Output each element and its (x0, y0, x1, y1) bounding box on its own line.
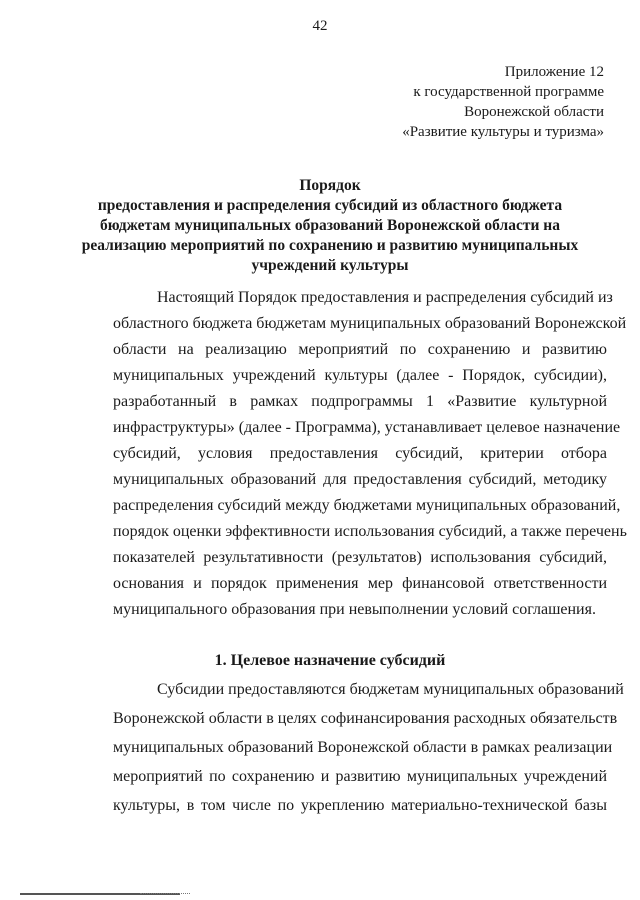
paragraph-line: субсидий, условия предоставления субсидий, критерии отбора (113, 445, 607, 462)
appendix-reference (402, 62, 604, 142)
paragraph-line: муниципальных образований Воронежской области в рамках реализации (113, 739, 613, 756)
paragraph-line: Воронежской области в целях софинансирования расходных обязательств (113, 710, 618, 727)
paragraph-line: мероприятий по сохранению и развитию муниципальных учреждений (113, 768, 607, 785)
title-line: реализацию мероприятий по сохранению и развитию муниципальных (81, 237, 579, 254)
title-line: предоставления и распределения субсидий из областного бюджета (97, 197, 563, 214)
appendix-line: к государственной программе (413, 84, 604, 100)
title-heading: Порядок (299, 177, 361, 194)
paragraph-line: показателей результативности (результатов) использования субсидий, (113, 549, 607, 566)
paragraph-line: основания и порядок применения мер финансовой ответственности (113, 575, 607, 592)
paragraph-line: разработанный в рамках подпрограммы 1 «Развитие культурной (113, 393, 607, 410)
appendix-line: Воронежской области (464, 104, 604, 120)
paragraph-line: муниципального образования при невыполнении условий соглашения. (113, 601, 596, 618)
footer-dotted-line (140, 893, 190, 894)
paragraph-line: инфраструктуры» (далее - Программа), устанавливает целевое назначение (113, 419, 621, 436)
title-line: учреждений культуры (251, 257, 409, 274)
paragraph-line: Субсидии предоставляются бюджетам муниципальных образований (157, 681, 624, 698)
paragraph-line: области на реализацию мероприятий по сохранению и развитию (113, 341, 607, 358)
paragraph-line: Настоящий Порядок предоставления и распределения субсидий из (157, 289, 613, 306)
paragraph-line: муниципальных учреждений культуры (далее - Порядок, субсидии), (113, 367, 607, 384)
appendix-line: Приложение 12 (504, 64, 604, 80)
section-paragraph (113, 675, 624, 820)
paragraph-line: областного бюджета бюджетам муниципальных образований Воронежской (113, 315, 627, 332)
paragraph-line: культуры, в том числе по укреплению материально-технической базы (113, 797, 607, 814)
paragraph-line: порядок оценки эффективности использования субсидий, а также перечень (113, 523, 627, 540)
intro-paragraph (113, 285, 627, 623)
paragraph-line: распределения субсидий между бюджетами муниципальных образований, (113, 497, 621, 514)
page-number: 42 (312, 18, 328, 34)
title-line: бюджетам муниципальных образований Воронежской области на (100, 217, 560, 234)
document-title (80, 176, 580, 276)
appendix-line: «Развитие культуры и туризма» (402, 124, 604, 140)
paragraph-line: муниципальных образований для предоставления субсидий, методику (113, 471, 607, 488)
section-heading: 1. Целевое назначение субсидий (214, 652, 446, 669)
